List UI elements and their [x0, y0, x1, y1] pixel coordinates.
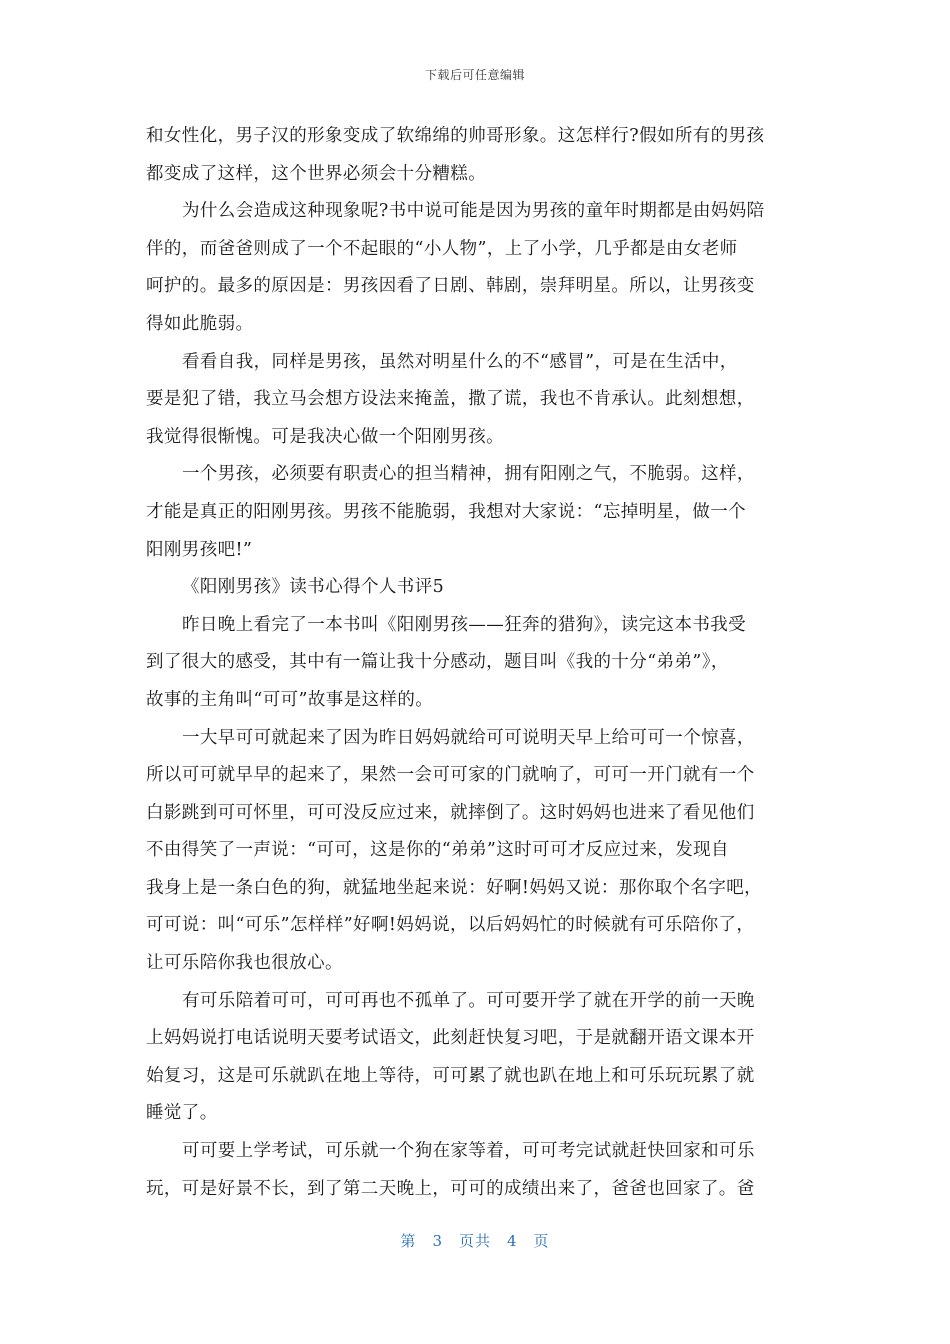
text-line: 故事的主角叫“可可”故事是这样的。 [146, 689, 434, 710]
text-line: 一个男孩，必须要有职责心的担当精神，拥有阳刚之气，不脆弱。这样， [182, 464, 755, 485]
text-line: 上妈妈说打电话说明天要考试语文，此刻赶快复习吧，于是就翻开语文课本开 [146, 1028, 755, 1049]
text-line: 阳刚男孩吧!” [146, 539, 253, 560]
text-line: 可可要上学考试，可乐就一个狗在家等着，可可考完试就赶快回家和可乐 [182, 1141, 755, 1162]
footer-label-page: 第 [400, 1232, 417, 1250]
text-line: 不由得笑了一声说：“可可，这是你的“弟弟”这时可可才反应过来，发现自 [146, 840, 729, 861]
footer-label-pages: 页 [533, 1232, 550, 1250]
text-line: 到了很大的感受，其中有一篇让我十分感动，题目叫《我的十分“弟弟”》， [146, 652, 729, 673]
page-footer [0, 1230, 950, 1251]
text-line: 《阳刚男孩》读书心得个人书评5 [182, 577, 445, 598]
text-line: 一大早可可就起来了因为昨日妈妈就给可可说明天早上给可可一个惊喜， [182, 727, 755, 748]
text-line: 为什么会造成这种现象呢?书中说可能是因为男孩的童年时期都是由妈妈陪 [182, 201, 765, 222]
text-line: 玩，可是好景不长，到了第二天晚上，可可的成绩出来了，爸爸也回家了。爸 [146, 1178, 755, 1199]
text-line: 和女性化，男子汉的形象变成了软绵绵的帅哥形象。这怎样行?假如所有的男孩 [146, 126, 765, 146]
footer-label-of: 页共 [458, 1232, 491, 1250]
text-line: 都变成了这样，这个世界必须会十分糟糕。 [146, 163, 487, 184]
page-header: 下载后可任意编辑 [424, 68, 525, 82]
text-line: 让可乐陪你我也很放心。 [146, 953, 343, 974]
document-body [146, 118, 818, 1208]
text-line: 伴的，而爸爸则成了一个不起眼的“小人物”，上了小学，几乎都是由女老师 [146, 238, 738, 259]
text-line: 昨日晚上看完了一本书叫《阳刚男孩——狂奔的猎狗》，读完这本书我受 [182, 614, 747, 635]
text-line: 呵护的。最多的原因是：男孩因看了日剧、韩剧，崇拜明星。所以，让男孩变 [146, 276, 755, 297]
text-line: 我觉得很惭愧。可是我决心做一个阳刚男孩。 [146, 426, 504, 447]
footer-current-page: 3 [432, 1232, 443, 1250]
footer-total-pages: 4 [507, 1232, 518, 1250]
text-line: 看看自我，同样是男孩，虽然对明星什么的不“感冒”，可是在生活中， [182, 351, 738, 372]
text-line: 得如此脆弱。 [146, 313, 254, 334]
text-line: 可可说：叫“可乐”怎样样”好啊!妈妈说，以后妈妈忙的时候就有可乐陪你了， [146, 915, 755, 936]
text-line: 有可乐陪着可可，可可再也不孤单了。可可要开学了就在开学的前一天晚 [182, 990, 755, 1011]
text-line: 睡觉了。 [146, 1103, 218, 1124]
text-line: 白影跳到可可怀里，可可没反应过来，就摔倒了。这时妈妈也进来了看见他们 [146, 802, 755, 823]
text-line: 我身上是一条白色的狗，就猛地坐起来说：好啊!妈妈又说：那你取个名字吧， [146, 877, 763, 898]
text-line: 要是犯了错，我立马会想方设法来掩盖，撒了谎，我也不肯承认。此刻想想， [146, 389, 755, 410]
text-line: 才能是真正的阳刚男孩。男孩不能脆弱，我想对大家说：“忘掉明星，做一个 [146, 501, 747, 522]
text-line: 所以可可就早早的起来了，果然一会可可家的门就响了，可可一开门就有一个 [146, 765, 755, 786]
text-line: 始复习，这是可乐就趴在地上等待，可可累了就也趴在地上和可乐玩玩累了就 [146, 1065, 755, 1086]
